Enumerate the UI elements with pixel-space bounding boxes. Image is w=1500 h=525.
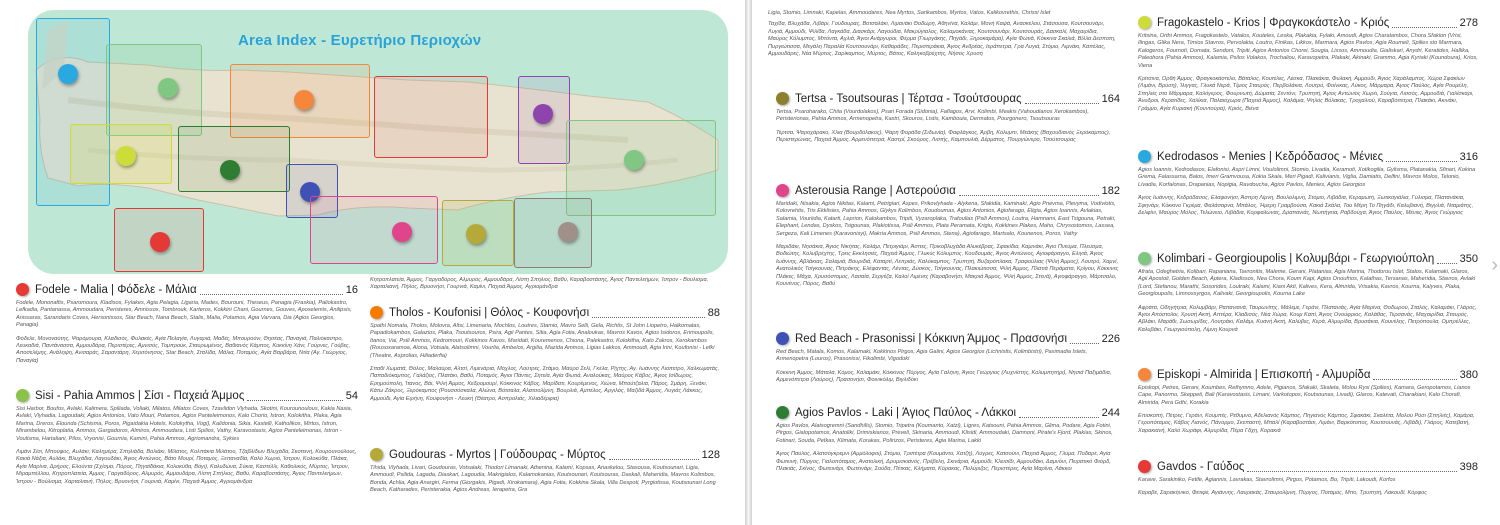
region-color-dot (776, 332, 789, 345)
dot-leader (609, 450, 699, 460)
place-list-latin: Maridaki, Nisakia, Agios Nikitas, Kalami, Petrigiari, Aspes, Prikovlyhada - Alykena, Sfakidia, Kaminaki, Agio Pnevma, Plevyma, Vodiviotis, Kolovrehtis, Tris Ekklisies, Pahia Ammos, Glykys Kolimbos, Koudoumas, Agios Antonios, Agiofarago, Eligia, Agios Ioannis, Avlakias, Salamia, Vouriidia, Katarti, Leprion, Kalokambos, Tripiti, Vyzaroplaka, Trafoulias (Psili Ammos), Loutra, Hamnami, East Tsigouna, Petraki, Elephant, Lendas, Dyskos, Tsigounas, Plakiotissa, Psili Ammos, Plata Peramata, Krigiu, Kokkines Plakes, Maho, Chrysostomos, Lassea, Sergeza, Kali Limenes (Karavonisyi), Makria Ammos, Psili Ammos, Stena), Agiofarago, Martsalo, Kounenos, Poros, Vathy (776, 201, 1116, 237)
dot-leader (247, 391, 342, 401)
section-title[interactable]: Tertsa - Tsoutsouras | Τέρτσα - Τσούτσουρας (795, 92, 1022, 105)
section-sisi-pahia-ammos (16, 389, 358, 486)
section-episkopi-almirida (1138, 368, 1478, 435)
left-page (0, 0, 745, 525)
dot-leader (1247, 462, 1456, 472)
region-color-dot (16, 389, 29, 402)
section-kedrodasos-menies (1138, 150, 1478, 217)
section-asterousia (776, 184, 1120, 288)
continuation-block (768, 10, 1118, 58)
dot-leader (1019, 408, 1099, 418)
place-list-latin: Afrata, Odeghetria, Kolibari, Rapaniana, Tavronitis, Maleme, Gerani, Platanias, Agia Marina, Thodorou Islet, Stalos, Kalamaki, Glaros, Agii Apostoli, Golden Beach, Aptera, Kladissos, Nea Chora, Koum Kapi, Agios Onoufrios, Kalathas, Tersanas, Maheridia, Stavros, Avlaki (Lord, Stefanou, Marathi, Sosorides, Loutraki, Kalami, Kiani Akti, Kalives, Kera, Almirida, Vrisakia, Kavros, Kourna, Kalyves, Plaka, Georgioupolis, Limnossyrgos, Kalivaki, Georgioupolis, Kourna Lake (1138, 269, 1476, 298)
section-title[interactable]: Sisi - Pahia Ammos | Σίσι - Παχειά Άμμος (35, 389, 245, 402)
region-color-dot (1138, 16, 1151, 29)
place-list-latin: Agios Ioannis, Kedrodasos, Elafonisi, Aspri Limni, Voulolimni, Stomio, Livadia, Keramoti, Xotikogilia, Gylisma, Platanakia, Sfinari, Kokina Grema, Falassarna, Balos, Imeri Gramvousa, Kokia Skala, Meri Pigadi, Kalivianis, Viglia, Damiatis, Delfini, Mavros Molos, Telonio, Livadia, Korfalonas, Drapanias, Nopigia, Ravdoucha, Agios Pavlos, Menies, Agios Georgios (1138, 167, 1476, 188)
place-list-latin: Kritsina, Orthi Ammos, Fragokastelo, Vatalos, Kouteles, Leska, Plakakia, Fylaki, Amoudi, Agios Charalambos, Chora Sfakion (Vrisi, Ilingas, Glika Nera, Timios Stavros, Pervolakia, Loutro, Finikas, Likkos, Marmara, Agios Pavlos, Agia Roumeli, Spilies sto Marmara, Kalogeros, Fournoti, Domata, Sendoni, Tripiti, Agios Antonios Chorei, Sougia, Lissos, Ammoudia, Gialiskari, Anydri, Keratides, Hallika, Paleohora (Pahia Ammos), Kalamia, Psilos Volakos, Trochaliou, Karavopetra, Plakaki, Akinaki, Grammo, Agia Kyriaki (Koundoura), Krios, Viena (1138, 33, 1478, 69)
section-title[interactable]: Kedrodasos - Menies | Κεδρόδασος - Μένιες (1157, 150, 1384, 163)
section-agios-pavlos-laki (776, 406, 1120, 473)
continuation-text: Κητροπλατεία, Άμμος, Γαργαδόρος, Αλμυρός, Αμμουδάρα, Λίστη Σπήλιος, Βαθύ, Καραβοστάσης, Άγιος Παντελεήμων, Ίστρον - Βούλισμα, Χαρταλιανή, Πήλος, Βρυονήσι, Γουρνιά, Καμίνι, Παχειά Άμμος, Αγριομάνδρα (370, 277, 709, 291)
section-fodele-malia (16, 283, 358, 365)
region-color-dot (1138, 252, 1151, 265)
map-region-kolimbari[interactable] (106, 44, 202, 136)
region-color-dot (776, 406, 789, 419)
next-page-arrow-icon[interactable]: › (1491, 254, 1498, 276)
region-color-dot (776, 92, 789, 105)
place-list-latin: Spathi Nomata, Tholos, Molovra, Altsi, Limenaria, Mochlos, Loutres, Stamio, Mavro Selli, Gela, Richtis, St John Liopetro, Halkomatas, Papadiokambos, Galazios, Plaka, Tsoutsouros, Psira, Agii Pantes, Sitia, Agia Fotia, Analoukas, Mavros Kavos, Agios Isidoros, Erimoupolis, Itanos, Vai, Psili Ammos, Kedromouri, Kokkinos Kavos, Maridati, Kouremenos, Chiona, Palekastro, Kolokitha, Kato Zakros, Xerokambos (Rousoxaramoa, Alona, Votsala, Alatsolimni, Vourlia, Ambelos, Argilia, Mazida Ammos, Ligias Lakkos, Ammoudi, Agia Irini, Koufonisi - Lefki (Theatre, Asprolias, Hiliaderfia) (370, 323, 715, 359)
place-list-greek: Σπαθί Χωματά, Θόλος, Μαλαύρα, Αλτσί, Λιμενάρια, Μόχλος, Λούτρες, Στάμιο, Μαύρο Σελί, Γκέλα, Ρίχτης, Αγ. Ιωάννης Λιόπετρο, Χαλκωματάς, Παπαδιόκαμπος, Γαλάζιος, Πλατάκι, Βαθύ, Ποταμός, Άγιοι Πάντες, Σητεία, Αγία Φωτιά, Αναλούκας, Μαύρος Κάβος, Άγιος Ισίδωρος, Ερημούπολη, Ίτανος, Βάι, Ψιλή Άμμος, Κεδρομουρί, Κόκκινος Κάβος, Μαρίδατι, Κουρέμενος, Χιώνα, Μπούτζαλια, Πάρος, Σμάρη, Ξενάκι, Κάτω Ζάκρος, Ξερόκαμπος (Ρουσσόσκαλα, Αλώνα, Βότσαλα, Αλατσολίμνη, Βουρλιά, Αμπέλος, Αργιλός, Μαζιδά Άμμος, Λυγιάς Λάκκος, Αμμούδι, Αγία Ειρήνη, Κουφονήσι - Λευκή (Θέατρο, Ασπρολιάς, Χιλιαδέρφια) (370, 366, 720, 402)
place-list-latin: Red Beach, Matala, Komos, Kalamaki, Kokkinos Pirgos, Agia Galini, Agios Georgios (Lichnistis, Kolimbistri), Paximadia Islets, Armenopetra (Louros), Prasonissi, Fikolimbi, Vigodoki (776, 349, 1088, 363)
dot-leader (1386, 152, 1456, 162)
page-number[interactable]: 16 (345, 283, 358, 296)
right-page (752, 0, 1500, 525)
place-list-greek: Λιμάνι Σίσι, Μπούφος, Αυλάκι, Καλημέρα, Σπηλιάδα, Βολιάκι, Μίλατος, Κολπάκια Μιλάτου, Τζαβλίδων Βλυχάδα, Σκοτεινή, Κουρουνούλους, Κακιά Νάξια, Αυλάκι, Βλυχάδια, Λαγουδάκι, Άγιος Αντώνιος, Βάτο Μουρί, Ποταμός, Ξεπαναδία, Καλό Χωριό, Ίστρον, Κολοκύθα, Πλάκα, Αγία Μαρίνα, Δρήρος, Ελούντα (Σχίσμα, Πόρος, Πηγαϊδάκια, Κολοκύθα, Βόγι), Καλυδώνα, Σύκια, Καστέλλι, Καθολικός, Μύρτος, Ίστρον, Μιραμπέλλου, Κητροπλατεία, Άμμος, Γαργαδόρος, Αλμυρός, Αμμουδάρα, Λίστη Σπήλιος, Βαθύ, Καραβοστάσης, Άγιος Παντελεήμων, Ίστρον - Βούλισμα, Χαρταλιανή, Πήλος, Βρυονήσι, Γουρνιά, Καμίνι, Παχειά Άμμος, Αγριομάνδρα (16, 449, 357, 485)
map-region-fodele[interactable] (374, 76, 488, 158)
page-number[interactable]: 226 (1101, 332, 1120, 345)
section-tertsa-tsoutsouras (776, 92, 1120, 145)
region-color-dot (370, 448, 383, 461)
page-number[interactable]: 164 (1101, 92, 1120, 105)
map-marker-agios-pavlos[interactable] (220, 160, 240, 180)
map-region-agios-pavlos[interactable] (178, 126, 290, 192)
section-title[interactable]: Fodele - Malia | Φόδελε - Μάλια (35, 283, 197, 296)
dot-leader (1437, 254, 1456, 264)
region-color-dot (1138, 150, 1151, 163)
section-tholos-koufonisi (370, 306, 720, 403)
section-title[interactable]: Episkopi - Almirida | Επισκοπή - Αλμυρίδα (1157, 368, 1371, 381)
map-region-goudouras[interactable] (514, 198, 592, 268)
page-number[interactable]: 128 (701, 448, 720, 461)
section-title[interactable]: Asterousia Range | Αστερούσια (795, 184, 956, 197)
dot-leader (200, 285, 343, 295)
dot-leader (592, 308, 705, 318)
map-region-asterousia[interactable] (310, 196, 438, 264)
map-marker-tholos[interactable] (533, 104, 553, 124)
area-index-map (28, 10, 728, 274)
region-color-dot (776, 184, 789, 197)
place-list-greek: Τέρτσα, Ψαροχάρακο, Χλια (Βουρδόλακος), Ψαρή Φοράδα (Σιδωνία), Φαφλάγκος, Άρβη, Κόλυμπι, Μεάκης (Βαχουδιανός Ξερόκαμπος), Περιστερώνας, Παχειά Άμμος, Αρμενόπετρα, Καστρί, Σκούρος, Λιστής, Καμπουλιά, Δέρματος, Πουργώνερο, Τσούτσουρας (776, 129, 1111, 144)
region-color-dot (370, 306, 383, 319)
page-number[interactable]: 244 (1101, 406, 1120, 419)
page-number[interactable]: 316 (1459, 150, 1478, 163)
section-title[interactable]: Kolimbari - Georgioupolis | Κολυμβάρι - Γεωργιούπολη (1157, 252, 1435, 265)
place-list-latin: Fodele, Mononaftis, Psaromoura, Kladisos, Fylakes, Agia Pelagia, Ligaria, Mades, Bourouni, Theseus, Panagia (Fraskia), Paliokastro, Lefkadia, Pantanassa, Ammoudara, Peristeres, Amnissos, Tombrouk, Karteros, Kokkini Chani, Gournes, Gouves, Aposelemis, Anilipsis, Anissaras, Sarandaris Coves, Hersonissos, Star Beach, Nana Beach, Stalis, Malia, Potamos, Agia Varvara, Dia (Agios Georgios, Panagia) (16, 300, 352, 329)
page-number[interactable]: 54 (345, 389, 358, 402)
map-marker-tertsa[interactable] (466, 224, 486, 244)
place-list-latin: Sisi Harbor, Boufos, Avlaki, Kalimera, Spiliada, Voliaki, Milatos, Milatos Coves, Tzavlidon Vlyhada, Skotini, Kourounoulous, Kakia Naxia, Avlaki, Vlyhadia, Lagoudaki, Agios Antonios, Vato Mouri, Potamos, Agios Panteleimonos, Kalo Chorio, Istron, Kolokitha, Plaka, Agia Marina, Dreros, Elounda (Schisma, Poros, Pigaidakia Hotels, Kolokytha, Vogi), Kalidonia, Sikia, Kastelli, Katholikos, Mirtos, Istron, Mirambelou, Kitroplatia, Ammos, Gargadoros, Almiros, Ammoudara, Listi Spilios, Vathy, Karavostasis, Agios Panteleimonas, Istron - Voulisma, Hartaliani, Pilos, Vryonisi, Gournia, Kamini, Pahia Ammos, Agriomandra, Sykies (16, 406, 353, 442)
section-red-beach-prasonissi (776, 332, 1120, 385)
place-list-greek: Καραβέ, Σαρακήνικο, Φετιφέ, Αγιάννης, Λαυρακάς, Σταυρολίμνη, Πύργος, Ποταμός, Μπο, Τρυπητή, Λακουδί, Κόρφος (1138, 490, 1427, 497)
section-title[interactable]: Goudouras - Myrtos | Γούδουρας - Μύρτος (389, 448, 606, 461)
page-number[interactable]: 398 (1459, 460, 1478, 473)
map-marker-sisi[interactable] (624, 150, 644, 170)
place-list-greek: Φόδελε, Μονοναύτης, Ψαρόμουρα, Κλαδισός, Φυλακές, Αγία Πελαγία, Λυγαριά, Μαδές, Μπουρούνι, Θησέας, Παναγιά, Παλιόκαστρο, Λευκαδιά, Παντάνασσα, Αμμουδάρα, Περιστέρες, Αμνισός, Τομπρούκ, Σταυρωμένος, Βαθιανός Κάμπος, Κοκκίνη Χάνι, Γούρνες, Γούβες, Αποσελέμης, Ανάληψη, Ανισαράς, Σαραντάρη, Χερσόνησος, Star Beach, Σταλίδα, Μάλια, Ποταμός, Αγία Βαρβάρα, Ντία (Αγ. Γεώργιος, Παναγία) (16, 335, 351, 364)
section-title[interactable]: Gavdos - Γαύδος (1157, 460, 1245, 473)
place-list-greek: Επισκοπή, Πέτρες, Γεράνι, Κουμπές, Ρέθυμνο, Αδελιανός Κάμπος, Πηγιανός Κάμπος, Σφακάκι, Σκαλέτα, Μολού Ρύσι (Σπηλιές), Καμάρα, Γεροπόταμος, Κάβος Λιανός, Πάνορμο, Σκεπαστή, Μπαλί (Καραβοστάσι, Λιμάνι, Βαρκότοπος, Κουτσουνάς, Λιβάδι), Γλάρος, Κατεβατή, Χαρακιανή, Καλό Χωράφι, Αλμυρίδα, Πέρα Γδχη, Κορακιά (1138, 413, 1475, 434)
place-list-greek: Άγιος Παύλος, Αλατσόγκρεμνι (Αμμόλοφοι), Στόμιο, Τριπέτρα (Κουμάντο, Χατζή), Λύγρες, Κατσούνι, Παχειά Άμμος, Γλύμα, Ποδαρέ, Αγία Φωτεινή, Πύργος, Γιαλοπόταμος, Ανατολική, Δρυμισκιανός, Πρέβελη, Σκινάρια, Αμμούδι, Κλεισίδι, Αμμουδάκι, Δαμνόνι, Πειρατικό Φιόρδ, Πλακιάς, Σκίνος, Φωτεινάρι, Φωτεινάρι, Σούδα, Πέτκας, Κλήματα, Κόρακας, Πολύριζος, Περιστέρες, Αγία Μαρίνα, Λάκκοι (776, 451, 1111, 473)
dot-leader (1025, 94, 1099, 104)
map-marker-episkopi[interactable] (294, 90, 314, 110)
region-color-dot (1138, 460, 1151, 473)
section-title[interactable]: Tholos - Koufonisi | Θόλος - Κουφονήσι (389, 306, 590, 319)
region-color-dot (1138, 368, 1151, 381)
place-list-greek: Μαριδάκι, Νησάκια, Άγιος Νικήτας, Καλάμι, Πετριγιάρι, Άσπες, Πρικοβλυχάδα Αλυκέβρας, Σφακίδια, Καμινάκι, Άγιο Πνεύμα, Πλεύσμα, Βοδιώτης, Κολυβρέχτης, Τρεις Εκκλησιές, Παχειά Άμμος, Γλυκύς Κόλυμπος, Κουδουμάς, Άγιος Αντώνιος, Αγιοφάραγγο, Ελιγιά, Άγιος Ιωάννης, Αβλάκιας, Σαλαμιά, Βουριδιά, Καταρτί, Λεπριάς, Καλόκαμπος, Τρυπητή, Βυζαρόπλακα, Τραφούλιας (Ψιλή Άμμος), Λουτρό, Χαμνί, Ανατολικός Τσίγκουνας, Πετράκης, Ελέφαντας, Λέντας, Δύσκος, Τσίγκουνας, Πλακιώτισσα, Ψιλή Άμμος, Πλατιά Περάματα, Κρίγου, Κόκκινες Πλάκες, Μάχα, Χρυσόστομος, Λασαία, Σεργέζα, Καλοί Λιμένες (Καραβονήσι, Μακριά Άμμος, Ψιλή Άμμος, Στενά), Αγιοφάραγγο, Μάρτσαλο, Κουνένος, Πόρος, Βαθύ (776, 244, 1119, 288)
section-title[interactable]: Red Beach - Prasonissi | Κόκκινη Άμμος - Πρασονήσι (795, 332, 1068, 345)
page-number[interactable]: 278 (1459, 16, 1478, 29)
dot-leader (1070, 334, 1099, 344)
continuation-text-greek: Ταχίδα, Βλυχάδα, Λιβάρι, Γούδουρας, Βοτσαλάκι, Λιμανάκι Θοδωρή, Αθηνίνα, Καλάμι, Μονή Καψά, Ανασκέλου, Στάσουσα, Κουτσουνάρι, Λυγιά, Αμμούδι, Ψιλίδα, Λαγκάδα, Διασκάρι, Λαγούδια, Μακρύγιαλος, Καλαμοκάνιας, Κουτσουνάρι, Κουτσουράς, Δασκαλί, Μαχαιρίδια, Μαύρος Κόλυμπος, Μπόντα, Αχλιά, Άγιοι Ανάργυροι, Φέρμα (Γιωργάκης, Πηγάδι, Ξηροκαμάρα), Αγία Φωτιά, Κόκκινα Σκαλιά, Βίλλα Δεσποτη, Πυργιώτισσα, Μεγάλη Παραλία Κουτσουνάρι, Καθαράδες, Περιστεράκια, Άγιος Ανδρέας, Ιεράπετρα, Γρα Λυγιά, Στόμιο, Λιμνάκι, Καπέλας, Αμμουδάρες, Νέα Μύρτος, Σαρίκαμπος, Μύρτος, Βάτος, Καληκοβρέχτης, Νήσος Χρυσή (768, 21, 1116, 58)
place-list-greek: Κόκκινη Άμμος, Μάταλα, Κόμος, Καλαμάκι, Κόκκινος Πύργος, Αγία Γαλήνη, Άγιος Γεώργιος (Λυχνίστης, Κολυμπητήρι), Νησιά Παξιμάδια, Αρμενόπετρα (Λούρος), Πρασονήσι, Φοινικόλιμ, Βιγλιδόκι (776, 369, 1112, 384)
dot-leader (1392, 18, 1456, 28)
middle-column (370, 277, 720, 292)
book-gutter (745, 0, 752, 525)
section-title[interactable]: Fragokastelo - Krios | Φραγκοκάστελο - Κριός (1157, 16, 1390, 29)
map-marker-goudouras[interactable] (558, 222, 578, 242)
place-list-latin: Tertsa, Psaroharako, Chiia (Vourdolakos), Psari Forada (Sidonia), Faflagos, Arvi, Kolimbi, Meakis (Vahoudianos Xerokambos), Peristerionas, Pahia Ammos, Armenopetra, Kastri, Skouros, Listis, Kambouia, Dermatos, Pourgonero, Tsoutsouras (776, 109, 1089, 123)
dot-leader (959, 186, 1099, 196)
continuation-text: Ligia, Stomio, Limnaki, Kapelas, Ammoudares, Nea Myrtos, Sarikambos, Myrtos, Vatos, Kalikovrethis, Chrissi Islet (768, 10, 1051, 16)
page-number[interactable]: 350 (1459, 252, 1478, 265)
section-goudouras-myrtos (370, 448, 720, 495)
place-list-greek: Κρίτσινα, Ορθή Άμμος, Φραγκοκάστελο, Βάταλος, Κουτέλες, Λέσκα, Πλακάκια, Φυλακή, Αμμούδι, Άγιος Χαράλαμπος, Χώρα Σφακίων (Λιμάνι, Βρύση), Ίλιγγας, Γλυκά Νερά, Τίμιος Σταυρός, Περβολάκια, Λουτρό, Φοίνικας, Λύκος, Μάρμαρα, Άγιος Παύλος, Αγία Ρουμέλη, Σπηλιές στο Μάρμαρα, Καλόγερος, Φουρνωτή, Δώματα, Σεντόνι, Τρυπητή, Άγιος Αντώνιος Χωρέι, Σούγια, Λισσός, Αμμουδιά, Γιαλίσκαρι, Άνυδροι, Κερατίδες, Χαλίκια, Παλαιόχωρα (Παχειά Άμμος), Καλάμια, Ψηλός Βόλακας, Τροχαλιού, Καραβόπετρα, Πλακάκι, Ακινάκι, Γράμμο, Αγία Κυριακή (Κουντούρα), Κριός, Βιένα (1138, 76, 1474, 112)
place-list-latin: Episkopi, Petres, Gerani, Koumbes, Rethymno, Adele, Pigianos, Sfakaki, Skaleta, Molou Rysi (Spilies), Kamara, Geropotamos, Lianos Cape, Panormo, Skeppeti, Bali (Karavostasis, Limani, Varkotopos, Koutsounas, Livadi), Glaros, Katevati, Charakiani, Kalo Chorafi, Almirida, Pera Gdhi, Korakia (1138, 385, 1471, 406)
region-color-dot (16, 283, 29, 296)
map-marker-gavdos[interactable] (150, 232, 170, 252)
section-fragokastelo-krios (1138, 16, 1478, 113)
section-title[interactable]: Agios Pavlos - Laki | Άγιος Παύλος - Λάκκοι (795, 406, 1017, 419)
page-number[interactable]: 380 (1459, 368, 1478, 381)
page-number[interactable]: 88 (707, 306, 720, 319)
place-list-latin: Agios Pavlos, Alatsogremni (Sandhills), Stomio, Tripetra (Koumanto, Xatzi), Ligres, Katsouni, Pahia Ammos, Glima, Podare, Agia Fotini, Pirgos, Gialopotamos, Anatoliki, Drimiskianos, Preveli, Skinaria, Ammoudi, Klisidi, Ammoudaki, Damnoni, Pirate's Fjord, Plakias, Skinos, Fotinari, Souda, Petkas, Klimata, Korakas, Polirizos, Peristeres, Agia Marina, Lakki (776, 423, 1113, 444)
map-marker-fragokastelo[interactable] (116, 146, 136, 166)
section-kolimbari-georgioupolis (1138, 252, 1478, 334)
place-list-greek: Αφράτα, Οδηγήτρια, Κολυμβάρι, Ραπανιανά, Ταυρωνίτης, Μάλεμε, Γεράνι, Πλατανιάς, Αγία Μαρίνα, Θοδωρού, Σταλός, Καλαμάκι, Γλάρος, Άγιοι Απόστολοι, Χρυσή Ακτή, Απτέρα, Κλαδισός, Νέα Χώρα, Κουμ Καπί, Άγιος Ονούφριος, Καλάθας, Τερσανάς, Μαχαιρίδια, Σταυρός, Αβλάκι, Μαράθι, Σωσωρίδες, Λουτράκι, Καλάμι, Κυανή Ακτή, Καλύβες, Κερά, Αλμυρίδα, Βρυσάκια, Κουνέλης, Πετρόπουλα, Ομπρέλλες, Καλυβάκι, Γεωργιούπολη, Λίμνη Κουρνά (1138, 304, 1477, 333)
dot-leader (1373, 370, 1456, 380)
place-list-greek: Άγιος Ιωάννης, Κεδρόδασος, Ελαφονήσι, Άσπρη Λίμνη, Βουλόλιμνη, Στόμιο, Λιβάδια, Κεραμωτή, Ξωτικογιάλια, Γύλισμα, Πλατανάκια, Σφηνάρι, Κόκκινο Γκρέμα, Φαλάσαρνα, Μπάλος, Ήμερη Γραμβούσα, Κακιά Σκάλα, Του Μέρη Το Πηγάδι, Καλυβιανή, Βιγγλιά, Νταμιάτης, Δελφίνι, Μαύρος Μόλος, Τελώνειο, Λιβάδια, Κορφαλώνας, Δραπανιάς, Νωπήγεια, Ραβδούχα, Άγιος Παύλος, Μένιες, Άγιος Γεώργιος (1138, 195, 1474, 217)
place-list-latin: Karave, Sarakiniko, Fetife, Agiannis, Lavrakas, Stavrolimni, Pirgos, Potamos, Bo, Tripiti, Lakoudi, Korfos (1138, 477, 1396, 483)
map-marker-asterousia[interactable] (392, 222, 412, 242)
section-gavdos (1138, 460, 1478, 498)
page-number[interactable]: 182 (1101, 184, 1120, 197)
place-list-latin: Tihida, Vlyhada, Livari, Goudouras, Votsalaki, Thodori Limanaki, Athenina, Kalami, Kopsas, Anaskelou, Stasousa, Koutsounari, Ligia, Ammoudi, Psilida, Lagada, Diaskari, Lagoudia, Makrigialos, Kalamokanias, Koutsounari, Koutsouras, Daskali, Maheridia, Mavros Kolimbos, Bonda, Achlia, Agia Anargiri, Ferma (Giorgakis, Pigadi, Xirokamara), Agia Fotia, Kokkina Skala, Villa Despoti, Pyrgiotissa, Koutsounari Long Beach, Katharades, Peristerakia, Agios Andreas, Ierapetra, Gra (370, 465, 716, 494)
map-marker-kolimbari[interactable] (158, 78, 178, 98)
map-marker-kedrodasos[interactable] (58, 64, 78, 84)
map-title: Area Index - Ευρετήριο Περιοχών (238, 32, 482, 49)
